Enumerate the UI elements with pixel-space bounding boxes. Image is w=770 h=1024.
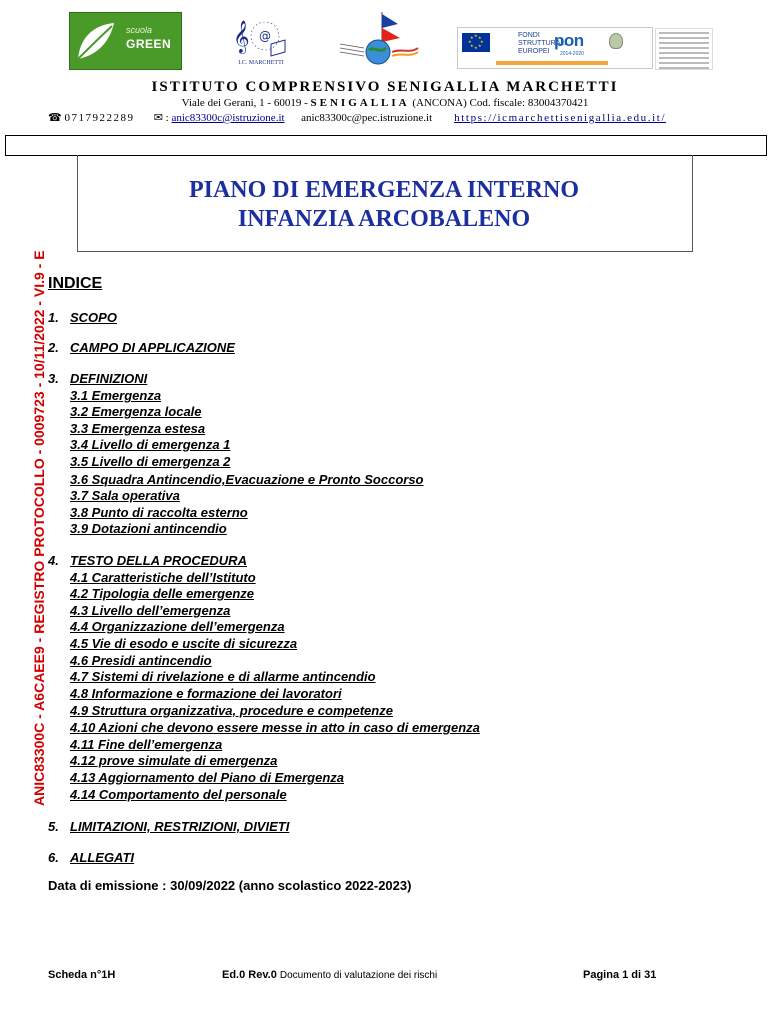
toc-subitem[interactable]: 3.2 Emergenza locale bbox=[70, 404, 202, 419]
section-label: ALLEGATI bbox=[70, 850, 135, 865]
edition-label: Ed.0 Rev.0 bbox=[222, 969, 277, 981]
toc-subitem[interactable]: 3.6 Squadra Antincendio,Evacuazione e Pronto Soccorso bbox=[70, 472, 424, 487]
toc-subitem[interactable]: 4.7 Sistemi di rivelazione e di allarme antincendio bbox=[70, 669, 376, 684]
toc-subitem[interactable]: 4.4 Organizzazione dell’emergenza bbox=[70, 619, 285, 634]
title-line2: INFANZIA ARCOBALENO bbox=[237, 206, 531, 232]
protocol-stamp: ANIC83300C - A6CAEE9 - REGISTRO PROTOCOLLO - 0009723 - 10/11/2022 - VI.9 - E bbox=[31, 250, 47, 806]
school-logo bbox=[229, 12, 293, 72]
toc-subitem[interactable]: 4.12 prove simulate di emergenza bbox=[70, 753, 278, 768]
ministry-text-block bbox=[655, 28, 713, 70]
header-bar bbox=[5, 135, 767, 156]
fondi-line3: EUROPEI bbox=[518, 48, 550, 55]
phone-number: 0717922289 bbox=[64, 112, 135, 124]
school-logo-caption: I.C. MARCHETTI bbox=[238, 60, 284, 66]
title-line1: PIANO DI EMERGENZA INTERNO bbox=[188, 177, 580, 203]
green-logo-line1: scuola bbox=[126, 25, 153, 35]
pon-wordmark: pon bbox=[554, 31, 584, 50]
toc-subitem[interactable]: 4.6 Presidi antincendio bbox=[70, 653, 212, 668]
section-number: 3. bbox=[48, 371, 59, 386]
italian-emblem-icon bbox=[609, 33, 623, 49]
toc-subitem[interactable]: 4.10 Azioni che devono essere messe in atto in caso di emergenza bbox=[70, 720, 480, 735]
toc-subitem[interactable]: 4.3 Livello dell’emergenza bbox=[70, 603, 231, 618]
phone-icon: ☎ bbox=[48, 112, 62, 124]
toc-section-2[interactable] bbox=[48, 340, 235, 355]
toc-subitem[interactable]: 3.1 Emergenza bbox=[70, 388, 162, 403]
toc-subitem[interactable]: 3.7 Sala operativa bbox=[70, 488, 180, 503]
toc-subitem[interactable]: 4.13 Aggiornamento del Piano di Emergenza bbox=[70, 770, 345, 785]
banner-strip bbox=[496, 61, 608, 65]
city-name: SENIGALLIA bbox=[310, 97, 410, 109]
toc-section-3[interactable] bbox=[48, 371, 147, 386]
toc-subitem[interactable]: 3.5 Livello di emergenza 2 bbox=[70, 454, 231, 469]
toc-section-4[interactable] bbox=[48, 553, 247, 568]
address-prefix: Viale dei Gerani, 1 - 60019 - bbox=[181, 97, 308, 109]
toc-subitem[interactable]: 3.4 Livello di emergenza 1 bbox=[70, 437, 231, 452]
toc-subitem[interactable]: 4.8 Informazione e formazione dei lavoratori bbox=[70, 686, 342, 701]
pec-address: anic83300c@pec.istruzione.it bbox=[301, 112, 433, 124]
section-number: 6. bbox=[48, 850, 59, 865]
section-label: SCOPO bbox=[70, 310, 117, 325]
website-link[interactable]: https://icmarchettisenigallia.edu.it/ bbox=[454, 112, 667, 124]
section-number: 2. bbox=[48, 340, 59, 355]
section-number: 1. bbox=[48, 310, 59, 325]
section-label: CAMPO DI APPLICAZIONE bbox=[70, 340, 235, 355]
section-label: LIMITAZIONI, RESTRIZIONI, DIVIETI bbox=[70, 819, 290, 834]
footer-edition bbox=[222, 969, 437, 981]
address-suffix: (ANCONA) Cod. fiscale: 83004370421 bbox=[412, 97, 589, 109]
toc-subitem[interactable]: 4.2 Tipologia delle emergenze bbox=[70, 586, 254, 601]
section-label: TESTO DELLA PROCEDURA bbox=[70, 553, 247, 568]
toc-subitem[interactable]: 3.3 Emergenza estesa bbox=[70, 421, 206, 436]
toc-subitem[interactable]: 4.14 Comportamento del personale bbox=[70, 787, 287, 802]
index-heading: INDICE bbox=[48, 275, 103, 292]
fondi-line2: STRUTTURALI bbox=[518, 40, 567, 47]
toc-section-5[interactable] bbox=[48, 819, 289, 834]
green-logo-line2: GREEN bbox=[126, 37, 172, 51]
scuola-green-logo bbox=[69, 12, 182, 70]
doc-name: Documento di valutazione dei rischi bbox=[279, 970, 438, 981]
emission-date: Data di emissione : 30/09/2022 (anno scolastico 2022-2023) bbox=[48, 878, 412, 893]
footer-page: Pagina 1 di 31 bbox=[583, 969, 657, 981]
pon-fondi-strutturali-banner bbox=[457, 27, 653, 69]
toc-subitem[interactable]: 4.11 Fine dell’emergenza bbox=[70, 737, 223, 752]
toc-subitem[interactable]: 3.9 Dotazioni antincendio bbox=[70, 521, 227, 536]
leaf-icon bbox=[74, 19, 118, 63]
toc-section-6[interactable] bbox=[48, 850, 134, 865]
contacts-line: ☎ 0717922289 ✉ : anic83300c@istruzione.it anic83300c@pec.istruzione.it https://icmarchettisenigallia.edu.it/ bbox=[48, 112, 667, 124]
pon-years: 2014-2020 bbox=[560, 51, 584, 57]
fondi-line1: FONDI bbox=[518, 32, 540, 39]
svg-text:𝄞: 𝄞 bbox=[233, 20, 250, 53]
sailboat-globe-logo bbox=[336, 8, 420, 70]
section-number: 5. bbox=[48, 819, 59, 834]
music-stars-icon bbox=[229, 12, 293, 60]
section-number: 4. bbox=[48, 553, 59, 568]
eu-flag-icon: ★ ★ ★ ★ ★ ★ ★ ★ bbox=[462, 33, 490, 52]
toc-subitem[interactable]: 4.9 Struttura organizzativa, procedure e competenze bbox=[70, 703, 393, 718]
toc-subitem[interactable]: 4.5 Vie di esodo e uscite di sicurezza bbox=[70, 636, 298, 651]
document-title bbox=[77, 176, 691, 234]
toc-section-1[interactable] bbox=[48, 310, 117, 325]
section-label: DEFINIZIONI bbox=[70, 371, 148, 386]
toc-subitem[interactable]: 3.8 Punto di raccolta esterno bbox=[70, 505, 248, 520]
institute-name: ISTITUTO COMPRENSIVO SENIGALLIA MARCHETTI bbox=[151, 79, 619, 95]
address-line bbox=[0, 97, 770, 109]
svg-text:@: @ bbox=[259, 29, 271, 43]
toc-subitem[interactable]: 4.1 Caratteristiche dell’Istituto bbox=[70, 570, 256, 585]
footer-scheda: Scheda n°1H bbox=[48, 969, 116, 981]
sailboat-globe-icon bbox=[336, 8, 420, 70]
envelope-icon: ✉ bbox=[153, 112, 163, 124]
email-link[interactable]: anic83300c@istruzione.it bbox=[171, 112, 285, 124]
